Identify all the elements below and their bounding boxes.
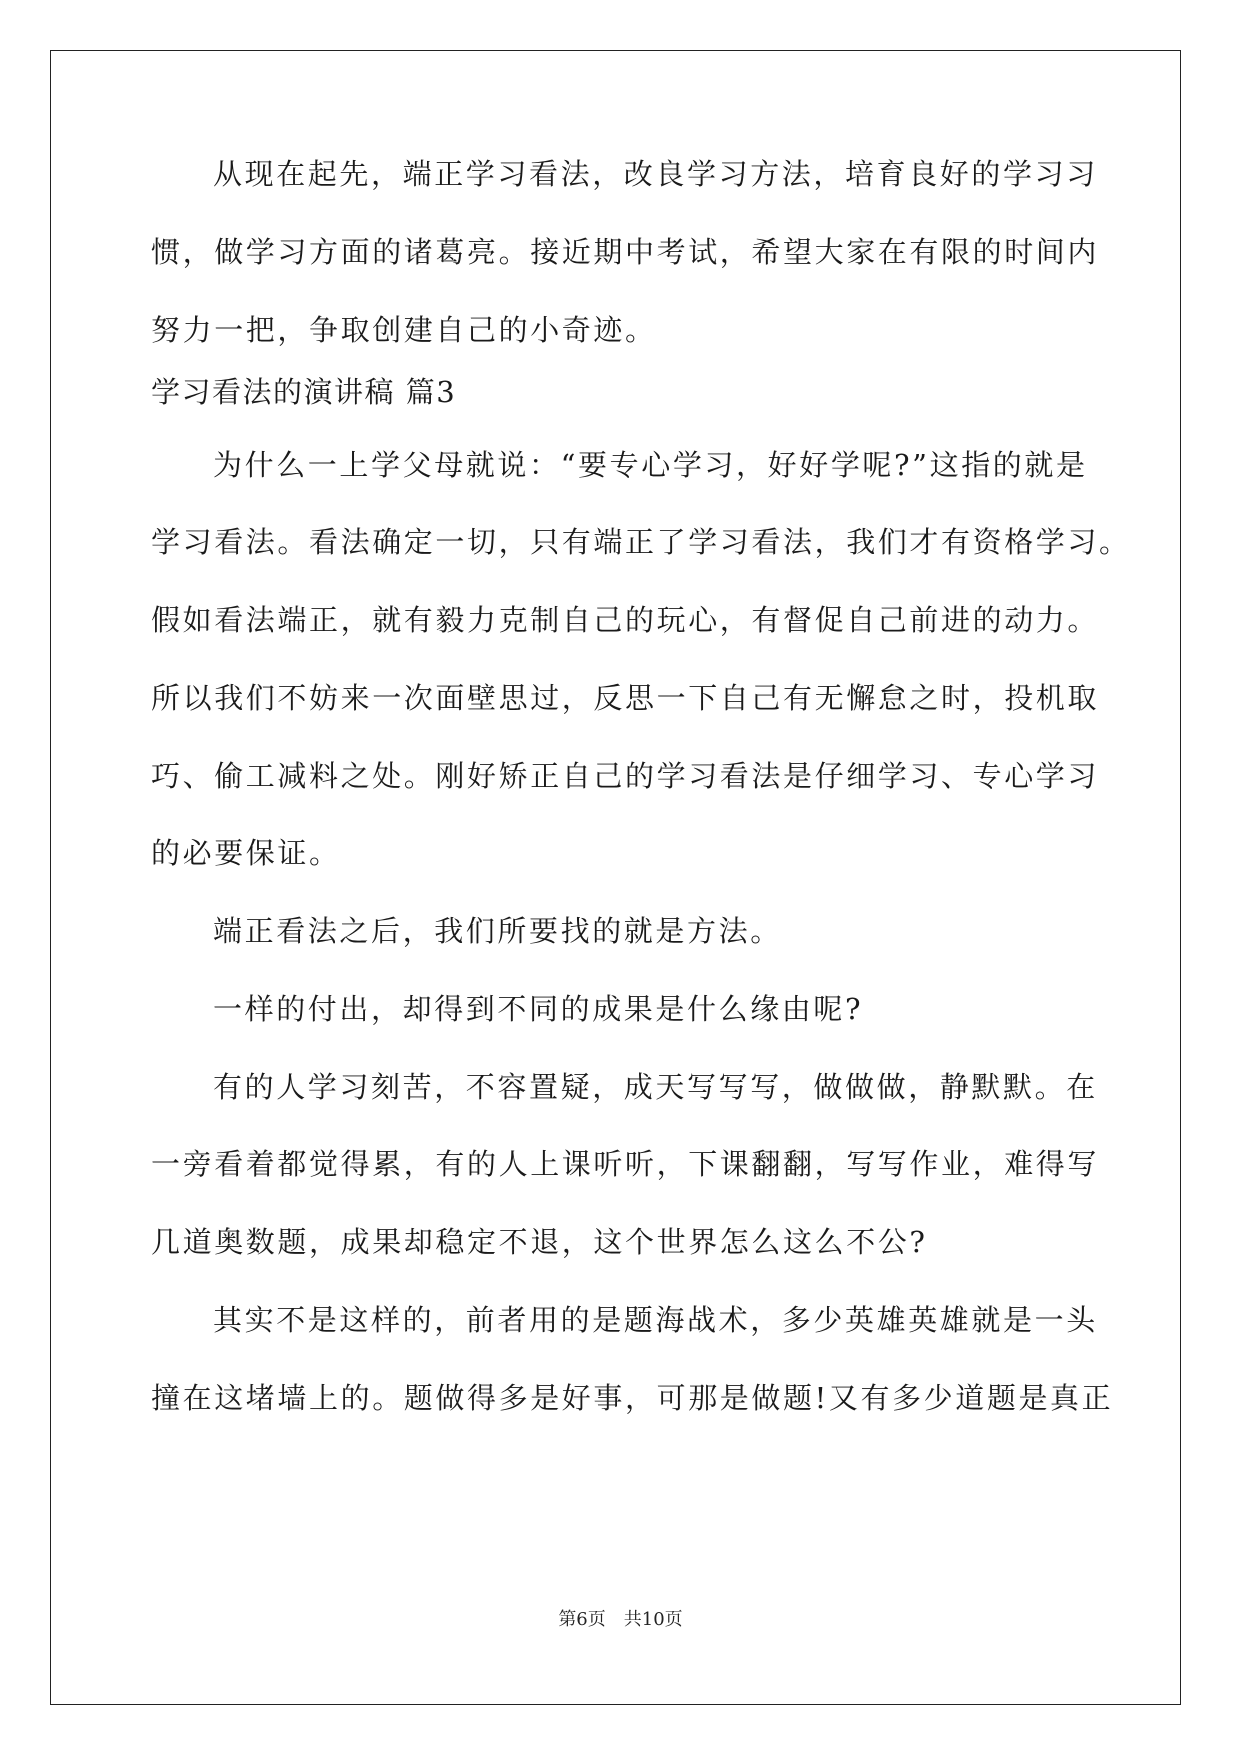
paragraph-line: 一旁看着都觉得累，有的人上课听听，下课翻翻，写写作业，难得写: [151, 1147, 1100, 1181]
paragraph-line: 惯，做学习方面的诸葛亮。接近期中考试，希望大家在有限的时间内: [151, 235, 1100, 269]
paragraph-line: 努力一把，争取创建自己的小奇迹。: [151, 313, 657, 347]
page-footer: [0, 1608, 1241, 1632]
paragraph-line: 从现在起先，端正学习看法，改良学习方法，培育良好的学习习: [213, 157, 1098, 191]
paragraph-line: 其实不是这样的，前者用的是题海战术，多少英雄英雄就是一头: [213, 1303, 1098, 1337]
paragraph-line: 学习看法。看法确定一切，只有端正了学习看法，我们才有资格学习。: [151, 525, 1131, 559]
page-border: [50, 50, 1181, 1705]
section-heading: 学习看法的演讲稿 篇3: [151, 375, 457, 409]
paragraph-line: 端正看法之后，我们所要找的就是方法。: [213, 914, 782, 948]
paragraph-line: 为什么一上学父母就说：“要专心学习，好好学呢?”这指的就是: [213, 448, 1088, 482]
paragraph-line: 巧、偷工减料之处。刚好矫正自己的学习看法是仔细学习、专心学习: [151, 759, 1100, 793]
paragraph-line: 撞在这堵墙上的。题做得多是好事，可那是做题!又有多少道题是真正: [151, 1381, 1114, 1415]
page-total: 共10页: [623, 1609, 683, 1630]
paragraph-line: 的必要保证。: [151, 836, 341, 870]
paragraph-line: 所以我们不妨来一次面壁思过，反思一下自己有无懈怠之时，投机取: [151, 681, 1100, 715]
page-number: 第6页: [558, 1609, 606, 1630]
paragraph-line: 几道奥数题，成果却稳定不退，这个世界怎么这么不公?: [151, 1225, 928, 1259]
paragraph-line: 假如看法端正，就有毅力克制自己的玩心，有督促自己前进的动力。: [151, 603, 1100, 637]
paragraph-line: 有的人学习刻苦，不容置疑，成天写写写，做做做，静默默。在: [213, 1070, 1098, 1104]
paragraph-line: 一样的付出，却得到不同的成果是什么缘由呢?: [213, 992, 864, 1026]
